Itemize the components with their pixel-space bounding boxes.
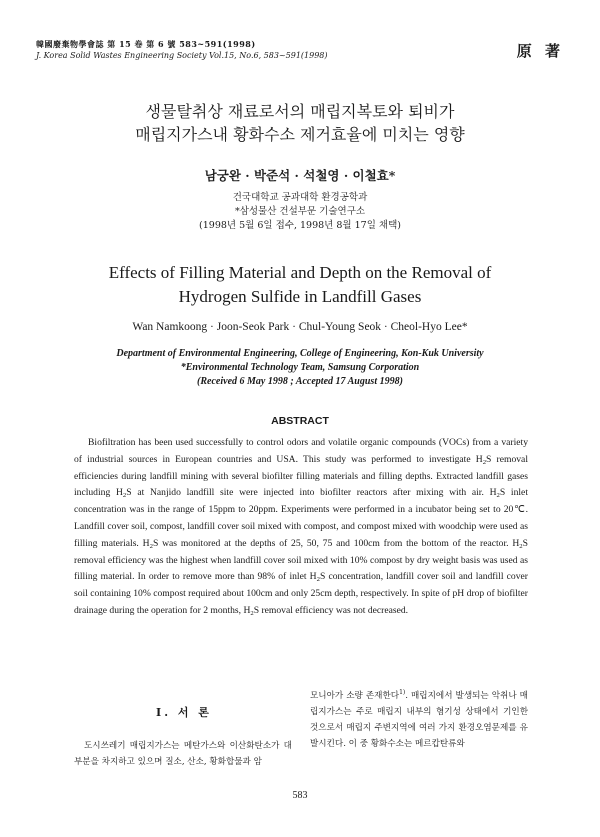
title-korean-line-2: 매립지가스내 황화수소 제거효율에 미치는 영향 (135, 125, 465, 144)
abstract-heading: ABSTRACT (271, 415, 329, 427)
title-korean-line-1: 생물탈취상 재료로서의 매립지복토와 퇴비가 (145, 102, 455, 121)
title-english-line-2: Hydrogen Sulfide in Landfill Gases (178, 287, 422, 306)
reference-marker: 1) (399, 689, 406, 696)
body-paragraph-left: 도시쓰레기 매립지가스는 메탄가스와 이산화탄소가 대부분을 차지하고 있으며 질소, 산소, 황화합물과 암 (74, 741, 292, 767)
article-type-label: 原 著 (516, 42, 564, 60)
received-dates-english: (Received 6 May 1998 ; Accepted 17 August 1998) (197, 376, 403, 387)
title-korean (40, 100, 560, 146)
affiliation-korean-line-1: 건국대학교 공과대학 환경공학과 (232, 192, 368, 203)
affiliation-korean (40, 191, 560, 233)
abstract-paragraph: Biofiltration has been used successfully to control odors and volatile organic compounds (VOCs) from a variety of industrial sources in European countries and USA. This study was performed to investigate $H_2S$ removal efficiencies during landfill mining with several biofilter filling materials and filling depths. Extracted landfill gases including $H_2S$ at Nanjido landfill site were injected into biofilter reactors after mixing with air. $H_2S$ inlet concentration was in the range of 15ppm to 20ppm. Experiments were performed in a incubator being set to 20℃. Landfill cover soil, compost, landfill cover soil mixed with compost, and compost mixed with woodchip were used as filling materials. $H_2S$ was monitored at the depths of 25, 50, 75 and 100cm from the bottom of the reactor. $H_2S$ removal efficiency was the highest when landfill cover soil mixed with 10% compost by dry weight basis was used as filling material. In order to remove more than 98% of inlet $H_2S$ concentration, landfill cover soil and landfill cover soil containing 10% compost required about 100cm and only 25cm depth, respectively. In spite of pH drop of biofilter drainage during the operation for 2 months, $H_2S$ removal efficiency was not decreased. (74, 437, 528, 617)
affiliation-english (30, 347, 570, 389)
section-heading-introduction: I. 서 론 (156, 706, 212, 719)
received-dates-korean: (1998년 5월 6일 접수, 1998년 8월 17일 채택) (199, 220, 401, 231)
journal-header-english: J. Korea Solid Wastes Engineering Society Vol.15, No.6, 583~591(1998) (36, 51, 328, 60)
affiliation-english-line-1: Department of Environmental Engineering, College of Engineering, Kon-Kuk University (116, 348, 484, 359)
affiliation-english-line-2: *Environmental Technology Team, Samsung Corporation (180, 362, 420, 373)
journal-header-korean: 韓國廢棄物學會誌 第 15 卷 第 6 號 583~591(1998) (36, 39, 256, 49)
body-paragraph-right: 모니아가 소량 존재한다$^{1)}$. 매립지에서 발생되는 악취나 매립지가스는 주로 매립지 내부의 혐기성 상태에서 기인한 것으로서 매립지 주변지역에 여러 가지 환경오염문제를 유발시킨다. 이 중 황화수소는 메르캅탄류와 (310, 689, 528, 749)
title-english-line-1: Effects of Filling Material and Depth on the Removal of (108, 263, 492, 282)
title-english (40, 261, 560, 309)
journal-header (36, 38, 328, 62)
abstract-body (74, 435, 528, 620)
body-column-right (310, 688, 528, 752)
affiliation-korean-line-2: *삼성물산 건설부문 기술연구소 (234, 206, 366, 217)
authors-english: Wan Namkoong · Joon-Seok Park · Chul-Young Seok · Cheol-Hyo Lee* (132, 321, 468, 333)
body-column-left (74, 738, 292, 770)
page-number: 583 (292, 790, 308, 801)
authors-korean: 남궁완 · 박준석 · 석철영 · 이철효* (204, 168, 396, 183)
